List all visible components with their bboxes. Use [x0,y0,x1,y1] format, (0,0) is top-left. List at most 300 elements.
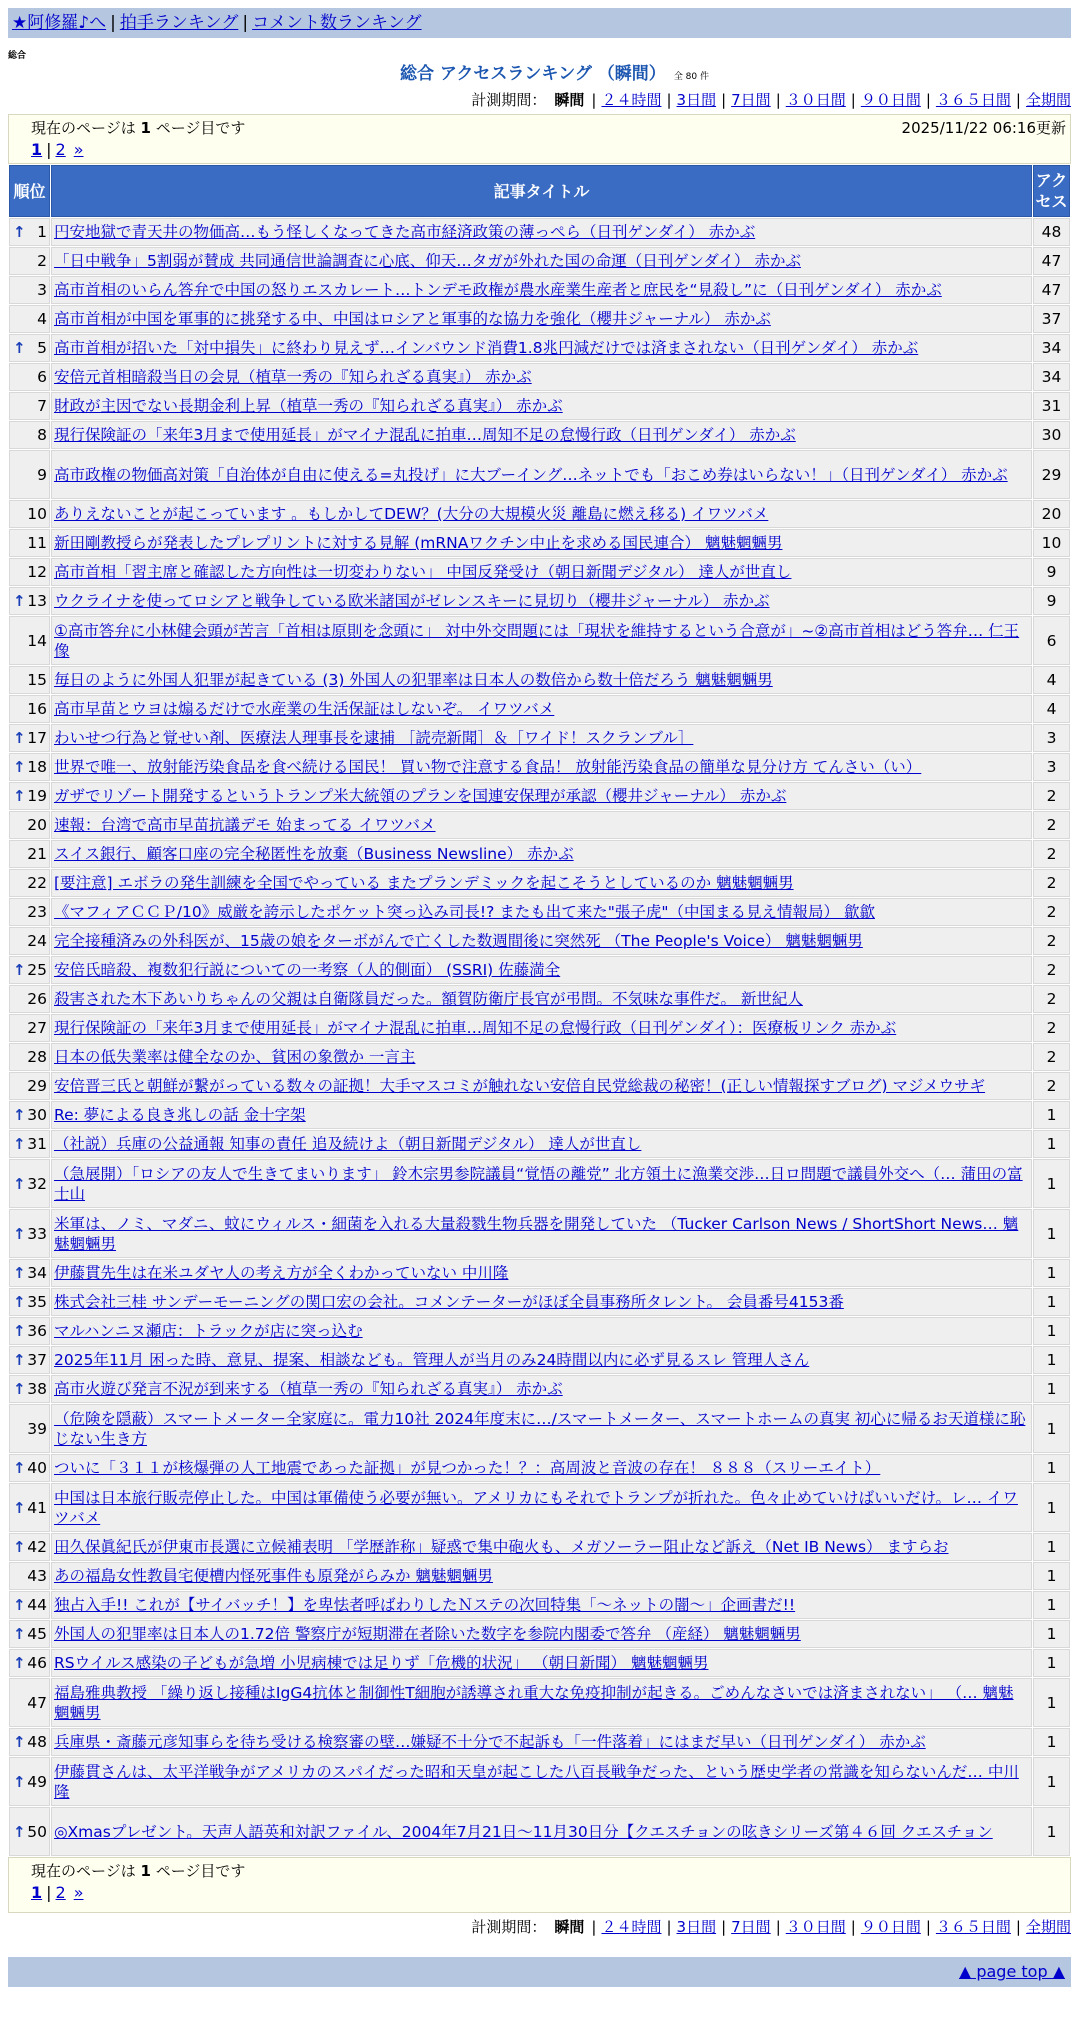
title-cell [51,305,1032,333]
table-row [9,1728,1070,1756]
period-link[interactable]: ９０日間 [860,91,921,109]
table-row [9,1483,1070,1532]
page-top-link[interactable]: ▲ page top ▲ [958,1962,1065,1981]
access-count: 6 [1033,616,1070,665]
table-row [9,1620,1070,1648]
article-title-link[interactable]: ウクライナを使ってロシアと戦争している欧米諸国がゼレンスキーに見切り（櫻井ジャーナル） 赤かぶ [54,592,770,610]
article-title-link[interactable]: 外国人の犯罪率は日本人の1.72倍 警察庁が短期滞在者除いた数字を参院内閣委で答弁 （産経） 魑魅魍魎男 [54,1625,801,1643]
rank-cell [9,956,50,984]
rank-up-arrow-icon: ↑ [13,1264,26,1282]
pager-page-2[interactable]: 2 [55,1883,66,1902]
title-cell [51,1317,1032,1345]
column-header-title: 記事タイトル [51,165,1032,217]
title-cell [51,1620,1032,1648]
article-title-link[interactable]: [要注意] エボラの発生訓練を全国でやっている またプランデミックを起こそうとしているのか 魑魅魍魎男 [54,874,794,892]
rank-up-arrow-icon: ↑ [13,1733,26,1751]
rank-number: 46 [27,1654,47,1672]
title-cell [51,1130,1032,1158]
table-row [9,956,1070,984]
access-count: 1 [1033,1317,1070,1345]
rank-number: 11 [27,534,47,552]
rank-cell [9,587,50,615]
table-row [9,985,1070,1013]
period-separator: | [775,91,781,109]
title-cell [51,1591,1032,1619]
article-title-link[interactable]: 現行保険証の「来年3月まで使用延長」がマイナ混乱に拍車…周知不足の怠慢行政（日刊ゲンダイ） 赤かぶ [54,426,796,444]
period-link[interactable]: ３０日間 [785,1918,846,1936]
rank-number: 48 [27,1733,47,1751]
rank-cell [9,1101,50,1129]
title-cell [51,218,1032,246]
period-link[interactable]: 7日間 [731,91,771,109]
rank-cell [9,1159,50,1208]
rank-cell [9,1678,50,1727]
rank-up-arrow-icon: ↑ [13,1498,26,1517]
rank-number: 36 [27,1322,47,1340]
period-separator: | [925,91,931,109]
article-title-link[interactable]: 円安地獄で青天井の物価高…もう怪しくなってきた高市経済政策の薄っぺら（日刊ゲンダイ） 赤かぶ [54,223,756,241]
article-title-link[interactable]: 日本の低失業率は健全なのか、貧困の象徴か 一言主 [54,1048,416,1066]
period-separator: | [666,91,672,109]
rank-up-arrow-icon: ↑ [13,1538,26,1556]
access-count: 1 [1033,1807,1070,1856]
rank-number: 20 [27,816,47,834]
title-cell [51,1807,1032,1856]
table-row [9,616,1070,665]
rank-number: 14 [27,631,47,650]
article-title-link[interactable]: （危険を隠蔽）スマートメーター全家庭に。電力10社 2024年度末に…/スマートメーター、スマートホームの真実 初心に帰るお天道様に恥じない生き方 [54,1409,1026,1448]
access-count: 29 [1033,450,1070,499]
title-cell [51,1043,1032,1071]
title-cell [51,1375,1032,1403]
rank-number: 47 [27,1693,47,1712]
rank-number: 39 [27,1419,47,1438]
access-count: 2 [1033,956,1070,984]
access-count: 9 [1033,587,1070,615]
rank-number: 27 [27,1019,47,1037]
pager-page-2[interactable]: 2 [55,140,66,159]
rank-up-arrow-icon: ↑ [13,1654,26,1672]
article-title-link[interactable]: 高市火遊び発言不況が到来する（植草一秀の『知られざる真実』） 赤かぶ [54,1380,563,1398]
access-count: 4 [1033,666,1070,694]
table-row [9,1130,1070,1158]
article-title-link[interactable]: 安倍氏暗殺、複数犯行説についての一考察（人的側面） (SSRI) 佐藤満全 [54,961,561,979]
rank-cell [9,1375,50,1403]
access-count: 1 [1033,1533,1070,1561]
rank-cell [9,1043,50,1071]
access-count: 1 [1033,1346,1070,1374]
table-row [9,695,1070,723]
rank-cell [9,1346,50,1374]
pager-next-link[interactable]: » [73,140,84,159]
table-row [9,363,1070,391]
title-cell [51,1483,1032,1532]
rank-number: 3 [37,281,47,299]
access-count: 10 [1033,529,1070,557]
article-title-link[interactable]: 田久保眞紀氏が伊東市長選に立候補表明 「学歴詐称」疑惑で集中砲火も、メガソーラー阻止など訴え（Net IB News） ますらお [54,1538,949,1556]
title-cell [51,985,1032,1013]
rank-cell [9,927,50,955]
rank-number: 26 [27,990,47,1008]
table-row [9,898,1070,926]
table-row [9,558,1070,586]
rank-number: 44 [27,1596,47,1614]
article-title-link[interactable]: 高市首相「習主席と確認した方向性は一切変わりない」 中国反発受け（朝日新聞デジタル） 達人が世直し [54,563,792,581]
article-title-link[interactable]: 伊藤貫さんは、太平洋戦争がアメリカのスパイだった昭和天皇が起こした八百長戦争だった、という歴史学者の常識を知らないんだ… 中川隆 [54,1762,1019,1801]
access-count: 37 [1033,305,1070,333]
rank-cell [9,305,50,333]
rank-cell [9,247,50,275]
table-row [9,1101,1070,1129]
title-cell [51,811,1032,839]
rank-number: 15 [27,671,47,689]
rank-cell [9,1454,50,1482]
table-row [9,927,1070,955]
table-row [9,724,1070,752]
table-row [9,1259,1070,1287]
period-link[interactable]: ９０日間 [860,1918,921,1936]
title-cell [51,558,1032,586]
rank-cell [9,1209,50,1258]
table-row [9,305,1070,333]
period-link[interactable]: 3日間 [676,91,717,109]
period-current: 瞬間 [554,1918,585,1936]
access-count: 1 [1033,1649,1070,1677]
title-cell [51,421,1032,449]
table-row [9,1533,1070,1561]
rank-number: 42 [27,1538,47,1556]
rank-up-arrow-icon: ↑ [13,1293,26,1311]
rank-number: 24 [27,932,47,950]
period-link[interactable]: ３６５日間 [935,1918,1011,1936]
rank-up-arrow-icon: ↑ [13,961,26,979]
title-cell [51,1404,1032,1453]
period-link[interactable]: ２４時間 [601,1918,662,1936]
table-row [9,529,1070,557]
table-row [9,1807,1070,1856]
current-page-text: 現在のページは 1 ページ目です [31,119,246,137]
rank-cell [9,811,50,839]
rank-cell [9,500,50,528]
rank-number: 50 [27,1822,47,1841]
access-count: 1 [1033,1757,1070,1806]
rank-up-arrow-icon: ↑ [13,758,26,776]
rank-number: 25 [27,961,47,979]
table-row [9,1209,1070,1258]
rank-up-arrow-icon: ↑ [13,1596,26,1614]
access-count: 48 [1033,218,1070,246]
article-title-link[interactable]: 株式会社三桂 サンデーモーニングの関口宏の会社。コメンテーターがほぼ全員事務所タレント。 会員番号4153番 [54,1293,844,1311]
period-selector [0,1915,1079,1939]
period-separator: | [850,91,856,109]
title-cell [51,1454,1032,1482]
article-title-link[interactable]: RSウイルス感染の子どもが急増 小児病棟では足りず「危機的状況」 （朝日新聞） 魑魅魍魎男 [54,1654,709,1672]
title-cell [51,666,1032,694]
nav-separator: | [242,13,249,33]
access-count: 1 [1033,1259,1070,1287]
rank-cell [9,1483,50,1532]
rank-number: 18 [27,758,47,776]
rank-number: 9 [37,465,47,484]
table-row [9,334,1070,362]
rank-number: 33 [27,1224,47,1243]
article-title-link[interactable]: 安倍元首相暗殺当日の会見（植草一秀の『知られざる真実』） 赤かぶ [54,368,532,386]
rank-number: 43 [27,1567,47,1585]
pager-page-1[interactable]: 1 [31,1883,43,1902]
pager: 1 | 2 » [31,1883,84,1902]
rank-cell [9,1591,50,1619]
rank-up-arrow-icon: ↑ [13,223,26,241]
rank-up-arrow-icon: ↑ [13,1772,26,1791]
period-separator: | [925,1918,931,1936]
access-count: 2 [1033,811,1070,839]
pager-next-link[interactable]: » [73,1883,84,1902]
nav-comment-ranking-link[interactable]: コメント数ランキング [252,13,422,33]
table-row [9,1649,1070,1677]
rank-cell [9,1130,50,1158]
rank-number: 16 [27,700,47,718]
article-title-link[interactable]: 毎日のように外国人犯罪が起きている (3) 外国人の犯罪率は日本人の数倍から数十倍だろう 魑魅魍魎男 [54,671,773,689]
period-separator: | [850,1918,856,1936]
table-row [9,782,1070,810]
period-link[interactable]: 全期間 [1025,1918,1071,1936]
period-link[interactable]: 7日間 [731,1918,771,1936]
access-count: 1 [1033,1483,1070,1532]
table-row [9,753,1070,781]
table-row [9,869,1070,897]
title-cell [51,1014,1032,1042]
rank-cell [9,334,50,362]
article-title-link[interactable]: 中国は日本旅行販売停止した。中国は軍備使う必要が無い。アメリカにもそれでトランプが折れた。色々止めていけばいいだけ。レ… イワツバメ [54,1488,1018,1527]
title-cell [51,782,1032,810]
rank-cell [9,450,50,499]
rank-number: 12 [27,563,47,581]
rank-up-arrow-icon: ↑ [13,729,26,747]
access-count: 2 [1033,898,1070,926]
table-row [9,1404,1070,1453]
article-title-link[interactable]: 高市首相が招いた「対中損失」に終わり見えず…インバウンド消費1.8兆円減だけでは済まされない（日刊ゲンダイ） 赤かぶ [54,339,919,357]
period-link[interactable]: ３６５日間 [935,91,1011,109]
rank-cell [9,1259,50,1287]
updated-timestamp: 2025/11/22 06:16更新 [901,119,1066,137]
article-title-link[interactable]: 完全接種済みの外科医が、15歳の娘をターボがんで亡くした数週間後に突然死 （The People's Voice） 魑魅魍魎男 [54,932,863,950]
rank-number: 22 [27,874,47,892]
article-title-link[interactable]: ①高市答弁に小林健会頭が苦言「首相は原則を念頭に」 対中外交問題には「現状を維持するという合意が」~②高市首相はどう答弁… 仁王像 [54,621,1020,660]
rank-cell [9,1014,50,1042]
access-count: 9 [1033,558,1070,586]
period-separator: | [591,1918,597,1936]
nav-home-link[interactable]: ★阿修羅♪へ [12,13,107,33]
article-title-link[interactable]: マルハンニヌ瀬店：トラックが店に突っ込む [54,1322,363,1340]
title-cell [51,869,1032,897]
rank-cell [9,724,50,752]
nav-applause-ranking-link[interactable]: 拍手ランキング [119,13,239,33]
access-count: 1 [1033,1591,1070,1619]
period-separator: | [666,1918,672,1936]
rank-up-arrow-icon: ↑ [13,1106,26,1124]
rank-cell [9,1649,50,1677]
title-cell [51,1649,1032,1677]
article-title-link[interactable]: ◎Xmasプレゼント。天声人語英和対訳ファイル、2004年7月21日～11月30日分【クエスチョンの呟きシリーズ第４６回 クエスチョン [54,1822,993,1841]
access-count: 2 [1033,782,1070,810]
period-separator: | [591,91,597,109]
access-count: 2 [1033,869,1070,897]
title-cell [51,1159,1032,1208]
table-row [9,1072,1070,1100]
access-count: 1 [1033,1159,1070,1208]
period-separator: | [775,1918,781,1936]
article-title-link[interactable]: スイス銀行、顧客口座の完全秘匿性を放棄（Business Newsline） 赤かぶ [54,845,574,863]
article-title-link[interactable]: ありえないことが起こっています 。もしかしてDEW？(大分の大規模火災 離島に燃え移る) イワツバメ [54,505,769,523]
rank-cell [9,782,50,810]
period-separator: | [721,91,727,109]
title-cell [51,529,1032,557]
rank-number: 45 [27,1625,47,1643]
period-label: 計測期間： [471,91,547,109]
article-title-link[interactable]: あの福島女性教員宅便槽内怪死事件も原発がらみか 魑魅魍魎男 [54,1567,493,1585]
title-cell [51,1259,1032,1287]
article-title-link[interactable]: 速報：台湾で高市早苗抗議デモ 始まってる イワツバメ [54,816,436,834]
article-title-link[interactable]: わいせつ行為と覚せい剤、医療法人理事長を逮捕 ［読売新聞］＆［ワイド！スクランブル］ [54,729,694,747]
access-count: 3 [1033,724,1070,752]
period-selector [0,88,1079,112]
rank-cell [9,558,50,586]
page-info-top [8,114,1071,164]
title-cell [51,500,1032,528]
article-title-link[interactable]: 福島雅典教授 「繰り返し接種はIgG4抗体と制御性T細胞が誘導され重大な免疫抑制が起きる。ごめんなさいでは済まされない」 （… 魑魅魍魎男 [54,1683,1014,1722]
column-header-rank: 順位 [9,165,50,217]
article-title-link[interactable]: 高市首相のいらん答弁で中国の怒りエスカレート…トンデモ政権が農水産業生産者と庶民を“見殺し”に（日刊ゲンダイ） 赤かぶ [54,281,942,299]
access-count: 1 [1033,1562,1070,1590]
rank-number: 13 [27,592,47,610]
table-row [9,247,1070,275]
table-row [9,587,1070,615]
rank-up-arrow-icon: ↑ [13,1322,26,1340]
article-title-link[interactable]: 高市早苗とウヨは煽るだけで水産業の生活保証はしないぞ。 イワツバメ [54,700,555,718]
period-link[interactable]: 全期間 [1025,91,1071,109]
title-cell [51,1346,1032,1374]
access-count: 2 [1033,1043,1070,1071]
article-title-link[interactable]: ついに「３１１が核爆弾の人工地震であった証拠」が見つかった！？：高周波と音波の存在！ ８８８（スリーエイト） [54,1459,881,1477]
title-cell [51,1101,1032,1129]
access-count: 1 [1033,1130,1070,1158]
pager-page-1[interactable]: 1 [31,140,43,159]
article-title-link[interactable]: （急展開）「ロシアの友人で生きてまいります」 鈴木宗男参院議員“覚悟の離党” 北方領土に漁業交渉…日ロ問題で議員外交へ（… 蒲田の富士山 [54,1164,1023,1203]
article-title-link[interactable]: 伊藤貫先生は在米ユダヤ人の考え方が全くわかっていない 中川隆 [54,1264,509,1282]
access-count: 2 [1033,840,1070,868]
rank-cell [9,1317,50,1345]
title-cell [51,753,1032,781]
article-title-link[interactable]: 新田剛教授らが発表したプレプリントに対する見解 (mRNAワクチン中止を求める国民連合） 魑魅魍魎男 [54,534,783,552]
period-link[interactable]: ３０日間 [785,91,846,109]
rank-cell [9,840,50,868]
period-link[interactable]: 3日間 [676,1918,717,1936]
rank-number: 28 [27,1048,47,1066]
rank-cell [9,616,50,665]
table-row [9,1288,1070,1316]
article-title-link[interactable]: 《マフィアＣＣＰ/10》威厳を誇示したポケット突っ込み司長!? またも出て来た"張子虎"（中国まる見え情報局） 歙歙 [54,903,875,921]
page-info-bottom [8,1857,1071,1913]
rank-cell [9,1072,50,1100]
rank-cell [9,421,50,449]
title-cell [51,927,1032,955]
rank-number: 32 [27,1174,47,1193]
access-count: 20 [1033,500,1070,528]
title-cell [51,363,1032,391]
article-title-link[interactable]: 米軍は、ノミ、マダニ、蚊にウィルス・細菌を入れる大量殺戮生物兵器を開発していた （Tucker Carlson News / ShortShort News… 魑魅魍魎男 [54,1214,1019,1253]
title-cell [51,616,1032,665]
title-cell [51,1728,1032,1756]
table-row [9,276,1070,304]
rank-cell [9,666,50,694]
access-count: 4 [1033,695,1070,723]
article-title-link[interactable]: 世界で唯一、放射能汚染食品を食べ続ける国民！ 買い物で注意する食品！ 放射能汚染食品の簡単な見分け方 てんさい（い） [54,758,922,776]
article-title-link[interactable]: 兵庫県・斎藤元彦知事らを待ち受ける検察審の壁…嫌疑不十分で不起訴も「一件落着」にはまだ早い（日刊ゲンダイ） 赤かぶ [54,1733,926,1751]
table-row [9,840,1070,868]
access-count: 1 [1033,1728,1070,1756]
article-title-link[interactable]: 高市首相が中国を軍事的に挑発する中、中国はロシアと軍事的な協力を強化（櫻井ジャーナル） 赤かぶ [54,310,771,328]
article-title-link[interactable]: 財政が主因でない長期金利上昇（植草一秀の『知られざる真実』） 赤かぶ [54,397,563,415]
article-title-link[interactable]: 殺害された木下あいりちゃんの父親は自衛隊員だった。額賀防衛庁長官が弔問。不気味な事件だ。 新世紀人 [54,990,803,1008]
rank-cell [9,1807,50,1856]
access-count: 2 [1033,927,1070,955]
rank-number: 19 [27,787,47,805]
title-cell [51,392,1032,420]
period-separator: | [1015,1918,1021,1936]
article-title-link[interactable]: 「日中戦争」5割弱が賛成 共同通信世論調査に心底、仰天…タガが外れた国の命運（日刊ゲンダイ） 赤かぶ [54,252,801,270]
rank-number: 4 [37,310,47,328]
table-row [9,1562,1070,1590]
table-row [9,450,1070,499]
article-title-link[interactable]: 2025年11月 困った時、意見、提案、相談なども。管理人が当月のみ24時間以内に必ず見るスレ 管理人さん [54,1351,810,1369]
period-label: 計測期間： [471,1918,547,1936]
article-title-link[interactable]: ガザでリゾート開発するというトランプ米大統領のプランを国連安保理が承認（櫻井ジャーナル） 赤かぶ [54,787,787,805]
title-cell [51,898,1032,926]
rank-up-arrow-icon: ↑ [13,1135,26,1153]
rank-number: 23 [27,903,47,921]
rank-number: 1 [37,223,47,241]
column-header-access: アクセス [1033,165,1070,217]
rank-cell [9,1757,50,1806]
table-row [9,1678,1070,1727]
title-cell [51,695,1032,723]
top-nav-bar [8,8,1071,38]
access-count: 1 [1033,1101,1070,1129]
article-title-link[interactable]: （社説）兵庫の公益通報 知事の責任 追及続けよ（朝日新聞デジタル） 達人が世直し [54,1135,642,1153]
rank-cell [9,1728,50,1756]
article-title-link[interactable]: 安倍晋三氏と朝鮮が繋がっている数々の証拠！大手マスコミが触れない安倍自民党総裁の秘密！(正しい情報探すブログ) マジメウサギ [54,1077,986,1095]
rank-number: 37 [27,1351,47,1369]
table-row [9,1757,1070,1806]
rank-cell [9,1404,50,1453]
article-title-link[interactable]: 高市政権の物価高対策「自治体が自由に使える=丸投げ」に大ブーイング…ネットでも「おこめ券はいらない！」（日刊ゲンダイ） 赤かぶ [54,465,1008,484]
article-title-link[interactable]: 現行保険証の「来年3月まで使用延長」がマイナ混乱に拍車…周知不足の怠慢行政（日刊ゲンダイ）：医療板リンク 赤かぶ [54,1019,897,1037]
article-title-link[interactable]: Re: 夢による良き兆しの話 金十字架 [54,1106,306,1124]
access-count: 2 [1033,1014,1070,1042]
rank-number: 29 [27,1077,47,1095]
title-cell [51,840,1032,868]
access-count: 1 [1033,1375,1070,1403]
rank-up-arrow-icon: ↑ [13,1351,26,1369]
title-cell [51,1209,1032,1258]
rank-number: 21 [27,845,47,863]
rank-cell [9,753,50,781]
table-row [9,392,1070,420]
table-row [9,500,1070,528]
article-title-link[interactable]: 独占入手!! これが【サイバッチ！】を卑怯者呼ばわりしたＮステの次回特集「～ネットの闇～」企画書だ!! [54,1596,796,1614]
period-link[interactable]: ２４時間 [601,91,662,109]
title-cell [51,956,1032,984]
